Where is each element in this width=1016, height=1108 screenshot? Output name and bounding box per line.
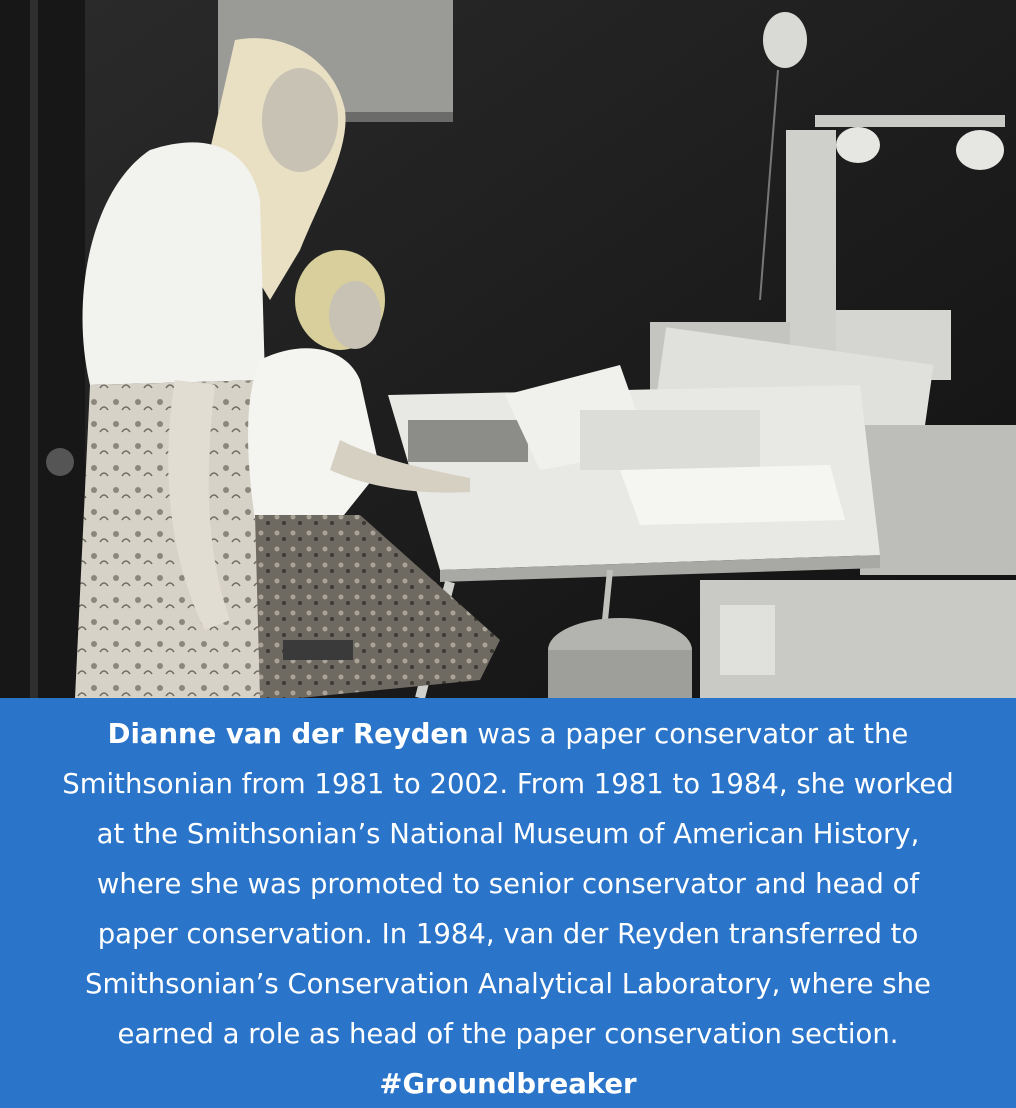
caption-line: earned a role as head of the paper conservation section. [117,1018,899,1050]
caption-line: Smithsonian from 1981 to 2002. From 1981 to 1984, she worked [62,768,954,800]
caption-line [6,709,1010,759]
caption-text [6,709,1010,1059]
caption-panel [0,698,1016,1107]
caption-line: Smithsonian’s Conservation Analytical Laboratory, where she [85,968,931,1000]
caption-line-text: was a paper conservator at the [477,718,909,750]
person-name: Dianne van der Reyden [107,718,469,750]
caption-line: at the Smithsonian’s National Museum of American History, [96,818,920,850]
caption-line: paper conservation. In 1984, van der Reyden transferred to [97,918,919,950]
caption-line: where she was promoted to senior conservator and head of [96,868,920,900]
hashtag: #Groundbreaker [379,1068,637,1100]
